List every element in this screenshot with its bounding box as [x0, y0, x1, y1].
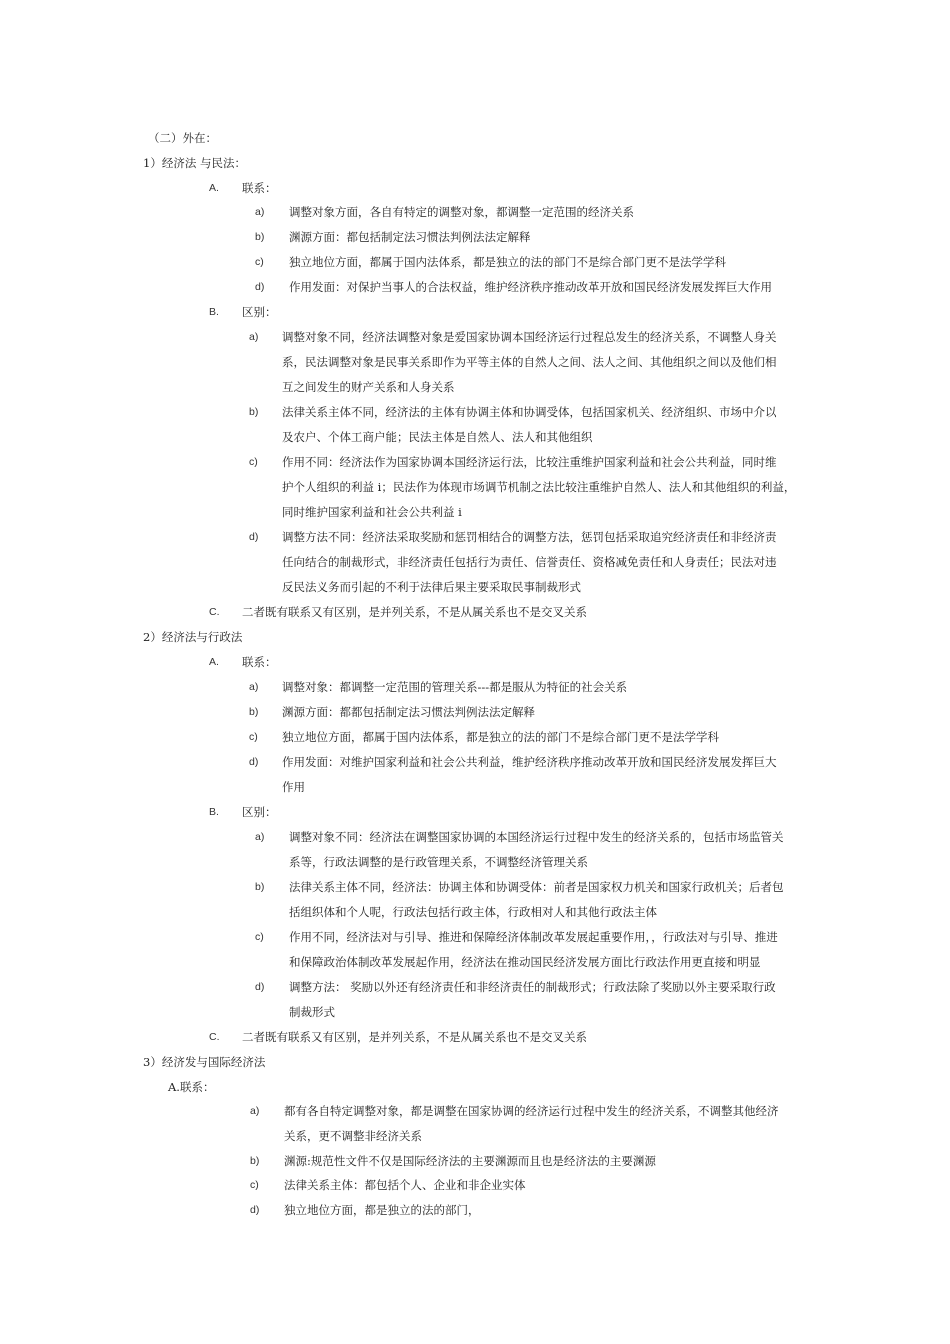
s1-a-label: 联系： [242, 181, 277, 195]
list-item-text: 渊源:规范性文件不仅是国际经济法的主要渊源而且也是经济法的主要渊源 [284, 1154, 656, 1168]
list-marker: b) [255, 881, 265, 893]
list-item-text: 调整对象方面，各自有特定的调整对象，都调整一定范围的经济关系 [289, 205, 634, 219]
list-item-text: 渊源方面：都都包括制定法习惯法判例法法定解释 [282, 705, 535, 719]
s2-c-text: 二者既有联系又有区别，是并列关系，不是从属关系也不是交叉关系 [242, 1030, 587, 1044]
list-item-text: 独立地位方面，都属于国内法体系，都是独立的法的部门不是综合部门更不是法学学科 [289, 255, 726, 269]
list-item-text: 系等，行政法调整的是行政管理关系，不调整经济管理关系 [289, 855, 588, 869]
list-item-text: 法律关系主体不同，经济法：协调主体和协调受体：前者是国家权力机关和国家行政机关；后者包 [289, 880, 784, 894]
list-marker: a) [249, 331, 259, 343]
list-item-text: 作用不同：经济法作为国家协调本国经济运行法，比较注重维护国家利益和社会公共利益，同时维 [282, 455, 777, 469]
list-marker: d) [249, 531, 259, 543]
list-item-text: 及农户、个体工商户能；民法主体是自然人、法人和其他组织 [282, 430, 593, 444]
list-item-text: 护个人组织的利益 i；民法作为体现市场调节机制之法比较注重维护自然人、法人和其他组织的利益， [282, 480, 796, 494]
list-item-text: 渊源方面：都包括制定法习惯法判例法法定解释 [289, 230, 531, 244]
list-item-text: 作用 [282, 780, 305, 794]
list-item-text: 都有各自特定调整对象，都是调整在国家协调的经济运行过程中发生的经济关系，不调整其他经济 [284, 1104, 779, 1118]
list-marker: b) [255, 231, 265, 243]
list-marker: c) [249, 456, 258, 468]
list-marker: b) [249, 706, 259, 718]
list-marker: b) [249, 406, 259, 418]
list-item-text: 作用发面：对保护当事人的合法权益，维护经济秩序推动改革开放和国民经济发展发挥巨大作用 [289, 280, 772, 294]
section-1-title: 1）经济法 与民法： [143, 156, 246, 170]
list-item-text: 作用不同，经济法对与引导、推进和保障经济体制改革发展起重要作用，，行政法对与引导、推进 [289, 930, 778, 944]
list-item-text: 系，民法调整对象是民事关系即作为平等主体的自然人之间、法人之间、其他组织之间以及他们相 [282, 355, 777, 369]
s2-a-label: 联系： [242, 655, 277, 669]
list-item-text: 调整方法不同：经济法采取奖励和惩罚相结合的调整方法，惩罚包括采取追究经济责任和非经济责 [282, 530, 777, 544]
s1-a-marker: A. [209, 182, 219, 194]
s2-b-label: 区别： [242, 805, 277, 819]
list-item-text: 任向结合的制裁形式，非经济责任包括行为责任、信誉责任、资格减免责任和人身责任；民法对违 [282, 555, 777, 569]
list-marker: c) [255, 931, 264, 943]
list-marker: a) [255, 831, 265, 843]
list-item-text: 互之间发生的财产关系和人身关系 [282, 380, 455, 394]
list-marker: d) [255, 981, 265, 993]
list-item-text: 和保障政治体制改革发展起作用，经济法在推动国民经济发展方面比行政法作用更直接和明显 [289, 955, 761, 969]
list-item-text: 同时维护国家利益和社会公共利益 i [282, 505, 462, 519]
list-marker: b) [250, 1155, 260, 1167]
section-heading: （二）外在： [148, 131, 217, 145]
s2-c-marker: C. [209, 1031, 220, 1043]
list-marker: c) [255, 256, 264, 268]
s1-b-marker: B. [209, 306, 219, 318]
s1-c-marker: C. [209, 606, 220, 618]
list-marker: d) [250, 1204, 260, 1216]
section-3-title: 3）经济发与国际经济法 [143, 1055, 266, 1069]
list-marker: a) [249, 681, 259, 693]
list-item-text: 括组织体和个人呢，行政法包括行政主体，行政相对人和其他行政法主体 [289, 905, 657, 919]
s3-a-label: A.联系： [168, 1080, 215, 1094]
list-marker: c) [250, 1179, 259, 1191]
list-item-text: 反民法义务而引起的不利于法律后果主要采取民事制裁形式 [282, 580, 581, 594]
list-marker: a) [255, 206, 265, 218]
list-marker: d) [249, 756, 259, 768]
list-marker: c) [249, 731, 258, 743]
list-item-text: 调整方法： 奖励以外还有经济责任和非经济责任的制裁形式；行政法除了奖励以外主要采取行政 [289, 980, 776, 994]
section-2-title: 2）经济法与行政法 [143, 630, 243, 644]
s2-b-marker: B. [209, 806, 219, 818]
list-item-text: 法律关系主体：都包括个人、企业和非企业实体 [284, 1178, 526, 1192]
list-marker: a) [250, 1105, 260, 1117]
list-item-text: 关系，更不调整非经济关系 [284, 1129, 422, 1143]
list-item-text: 调整对象：都调整一定范围的管理关系---都是服从为特征的社会关系 [282, 680, 628, 694]
list-item-text: 调整对象不同，经济法调整对象是爱国家协调本国经济运行过程总发生的经济关系，不调整人身关 [282, 330, 777, 344]
s1-c-text: 二者既有联系又有区别，是并列关系，不是从属关系也不是交叉关系 [242, 605, 587, 619]
list-item-text: 调整对象不同：经济法在调整国家协调的本国经济运行过程中发生的经济关系的，包括市场监管关 [289, 830, 784, 844]
list-item-text: 独立地位方面，都属于国内法体系，都是独立的法的部门不是综合部门更不是法学学科 [282, 730, 719, 744]
s2-a-marker: A. [209, 656, 219, 668]
list-marker: d) [255, 281, 265, 293]
list-item-text: 制裁形式 [289, 1005, 335, 1019]
s1-b-label: 区别： [242, 305, 277, 319]
list-item-text: 法律关系主体不同，经济法的主体有协调主体和协调受体，包括国家机关、经济组织、市场中介以 [282, 405, 777, 419]
list-item-text: 独立地位方面，都是独立的法的部门， [284, 1203, 480, 1217]
list-item-text: 作用发面：对维护国家利益和社会公共利益，维护经济秩序推动改革开放和国民经济发展发挥巨大 [282, 755, 777, 769]
